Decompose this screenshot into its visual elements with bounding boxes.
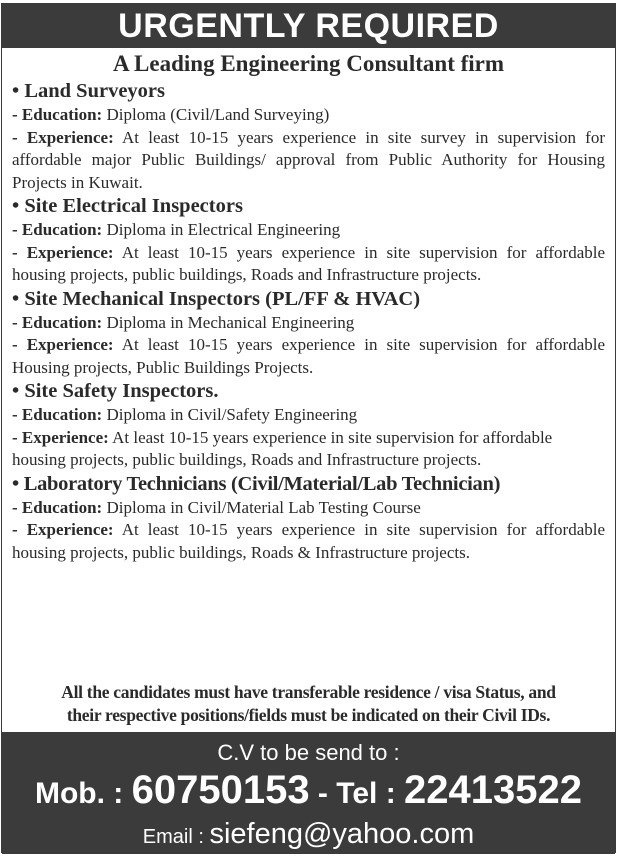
- contact-banner: [2, 732, 615, 854]
- education-label: - Education:: [12, 105, 103, 124]
- education-label: - Education:: [12, 220, 103, 239]
- education-value: Diploma in Civil/Safety Engineering: [106, 405, 358, 424]
- position-item: [12, 379, 605, 472]
- education-line: [12, 104, 605, 127]
- email-label: Email :: [142, 826, 210, 848]
- bullet: •: [12, 80, 25, 102]
- experience-value: At least 10-15 years experience in site supervision for affordable housing projects, public buildings, Roads and Infrastructure projects.: [12, 242, 606, 284]
- experience-label: - Experience:: [12, 427, 109, 447]
- experience-line: [12, 519, 605, 564]
- education-value: Diploma (Civil/Land Surveying): [106, 105, 330, 124]
- experience-value: At least 10-15 years experience in site supervision for affordable Housing projects, Public Buildings Projects.: [12, 335, 606, 377]
- education-value: Diploma in Civil/Material Lab Testing Course: [106, 497, 421, 517]
- experience-value: At least 10-15 years experience in site supervision for affordable housing projects, public buildings, Roads & Infrastructure projects.: [12, 520, 606, 562]
- experience-label: - Experience:: [12, 242, 114, 262]
- experience-label: - Experience:: [12, 335, 114, 354]
- position-title: • Site Electrical Inspectors: [12, 195, 243, 217]
- position-title: • Land Surveyors: [12, 80, 165, 102]
- education-value: Diploma in Mechanical Engineering: [106, 312, 355, 332]
- bullet: •: [12, 287, 25, 310]
- bullet: •: [12, 380, 25, 402]
- experience-line: [12, 427, 605, 472]
- education-line: [12, 312, 605, 335]
- note-line-1: All the candidates must have transferable residence / visa Status, and: [61, 682, 556, 702]
- position-item: [12, 194, 605, 287]
- positions-list: [12, 79, 605, 564]
- tel-label: Tel :: [336, 777, 405, 810]
- education-line: [12, 497, 605, 520]
- phone-line: [2, 766, 615, 823]
- position-title: • Site Safety Inspectors.: [12, 380, 219, 402]
- header-banner: [2, 4, 615, 48]
- position-item: [12, 472, 605, 565]
- position-item: [12, 287, 605, 380]
- education-label: - Education:: [12, 405, 103, 424]
- cv-heading: C.V to be send to :: [217, 740, 400, 765]
- education-line: [12, 404, 605, 427]
- separator: -: [309, 777, 337, 810]
- experience-line: [12, 242, 605, 287]
- experience-label: - Experience:: [12, 520, 114, 539]
- email-address[interactable]: siefeng@yahoo.com: [209, 818, 475, 850]
- experience-line: [12, 334, 605, 379]
- education-label: - Education:: [12, 497, 103, 517]
- bullet: •: [12, 472, 24, 495]
- education-label: - Education:: [12, 312, 103, 332]
- education-value: Diploma in Electrical Engineering: [106, 220, 341, 239]
- position-item: [12, 79, 605, 194]
- position-title: • Laboratory Technicians (Civil/Material/Lab Technician): [12, 472, 501, 495]
- experience-value: At least 10-15 years experience in site survey in supervision for affordable major Public Buildings/ approval from Public Authority for Housing Projects in Kuwait.: [12, 127, 605, 192]
- firm-subtitle: A Leading Engineering Consultant firm: [112, 51, 505, 76]
- experience-line: [12, 127, 605, 195]
- candidate-requirements-note: [2, 681, 615, 727]
- mobile-label: Mob. :: [34, 777, 132, 810]
- education-line: [12, 219, 605, 242]
- tel-number[interactable]: 22413522: [404, 768, 583, 812]
- position-title: • Site Mechanical Inspectors (PL/FF & HVAC): [12, 287, 421, 310]
- job-advertisement: [1, 3, 616, 853]
- experience-label: - Experience:: [12, 127, 114, 147]
- note-line-2: their respective positions/fields must be indicated on their Civil IDs.: [66, 705, 551, 725]
- mobile-number[interactable]: 60750153: [131, 768, 310, 812]
- experience-value: At least 10-15 years experience in site supervision for affordable housing projects, public buildings, Roads and Infrastructure projects.: [12, 427, 553, 469]
- bullet: •: [12, 195, 25, 217]
- ad-title: URGENTLY REQUIRED: [118, 7, 499, 45]
